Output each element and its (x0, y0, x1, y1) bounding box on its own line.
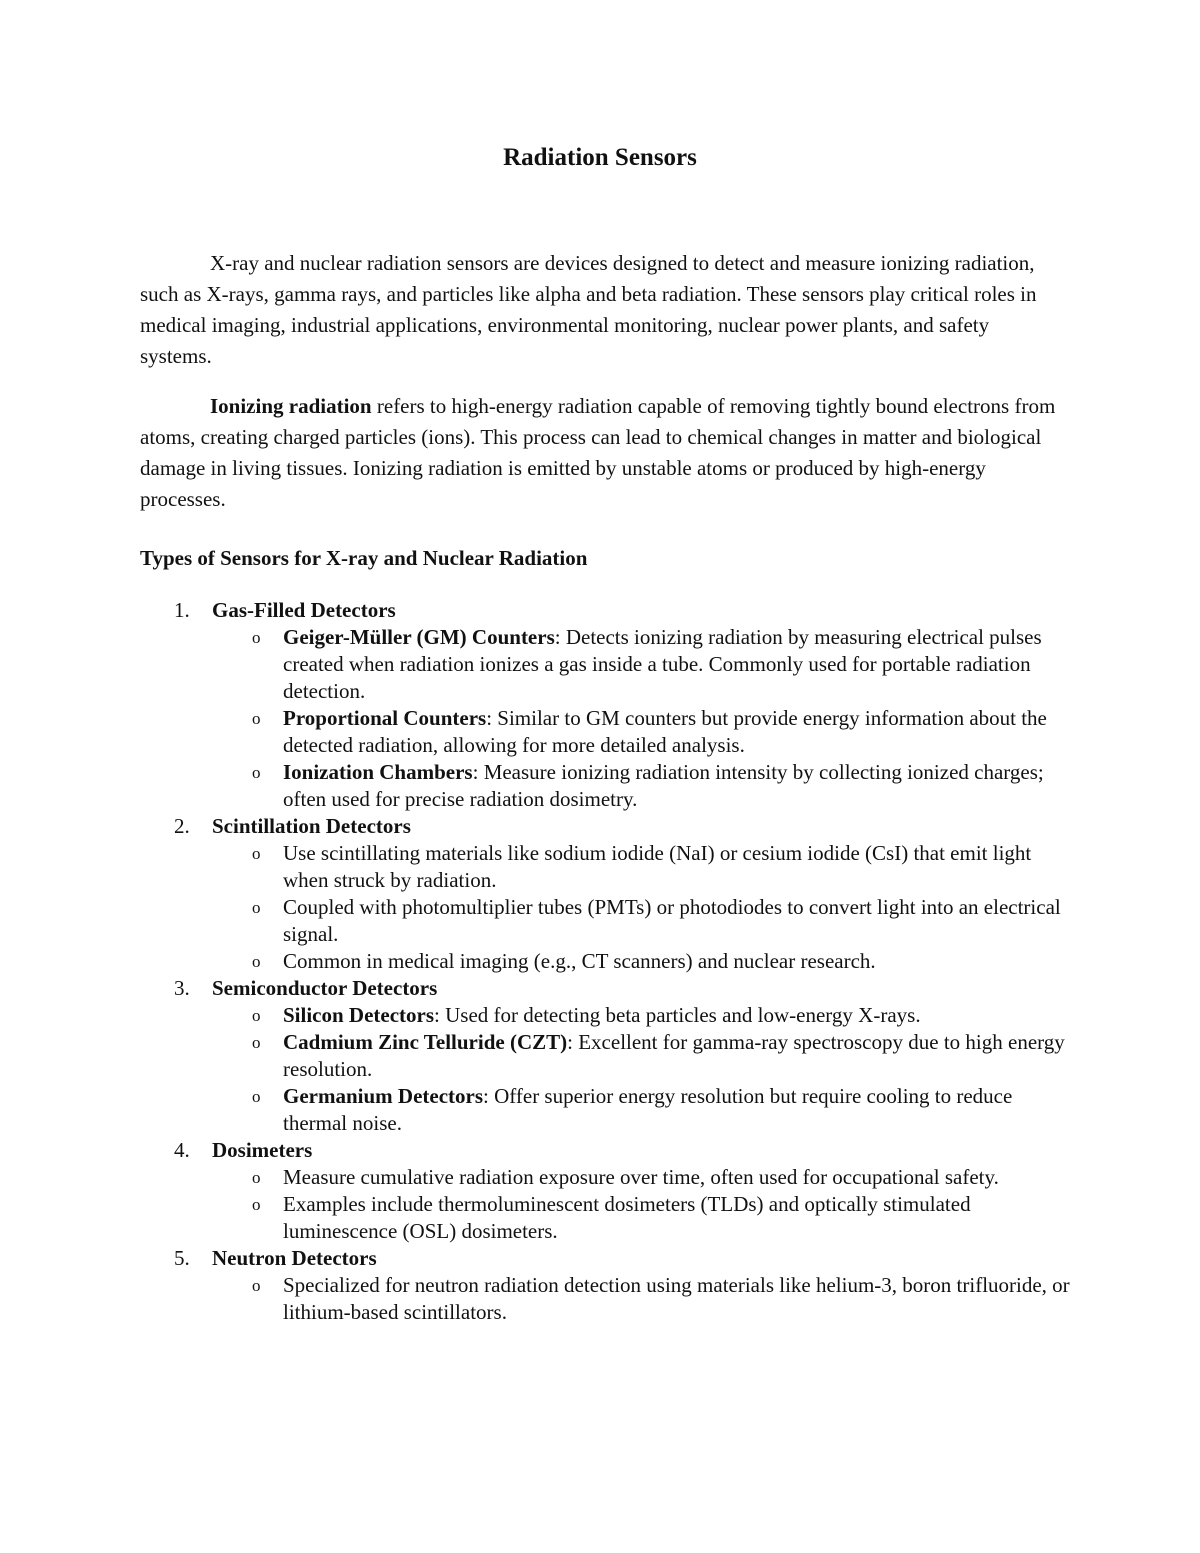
sub-item-term: Proportional Counters (283, 706, 487, 730)
sub-list-item (212, 624, 1070, 705)
list-item-title: Semiconductor Detectors (212, 976, 438, 1000)
list-item (140, 597, 1070, 813)
sub-item-term: Cadmium Zinc Telluride (CZT) (283, 1030, 568, 1054)
sub-item-term: Geiger-Müller (GM) Counters (283, 625, 555, 649)
sub-item-text: : Offer superior energy resolution but require cooling to reduce thermal noise. (283, 1084, 1013, 1135)
sub-list (212, 1272, 1070, 1326)
sub-list (212, 840, 1070, 975)
sub-list (212, 1002, 1070, 1137)
sub-list-item (212, 948, 1070, 975)
sub-list-item (212, 1191, 1070, 1245)
bullet-icon: o (252, 709, 261, 728)
list-item (140, 813, 1070, 975)
bullet-icon: o (252, 628, 261, 647)
bullet-icon: o (252, 1168, 261, 1187)
ionizing-paragraph (140, 391, 1060, 515)
sub-list-item (212, 1164, 1070, 1191)
intro-paragraph: X-ray and nuclear radiation sensors are devices designed to detect and measure ionizing radiation, such as X-rays, gamma rays, and particles like alpha and beta radiation. These sensors play critical roles in medical imaging, industrial applications, environmental monitoring, nuclear power plants, and safety systems. (140, 251, 1037, 368)
sub-list-item (212, 840, 1070, 894)
list-item (140, 1245, 1070, 1326)
bullet-icon: o (252, 898, 261, 917)
sub-item-term: Ionization Chambers (283, 760, 473, 784)
list-number: 5. (174, 1246, 190, 1270)
bullet-icon: o (252, 1006, 261, 1025)
sub-item-text: : Excellent for gamma-ray spectroscopy due to high energy resolution. (283, 1030, 1065, 1081)
sub-item-text: : Used for detecting beta particles and low-energy X-rays. (434, 1003, 921, 1027)
bullet-icon: o (252, 952, 261, 971)
ionizing-text: refers to high-energy radiation capable of removing tightly bound electrons from atoms, creating charged particles (ions). This process can lead to chemical changes in matter and biological damage in living tissues. Ionizing radiation is emitted by unstable atoms or produced by high-energy processes. (140, 394, 1056, 511)
sub-list-item (212, 1002, 1070, 1029)
sub-list (212, 1164, 1070, 1245)
sub-item-text: Measure cumulative radiation exposure over time, often used for occupational safety. (283, 1165, 999, 1189)
list-item-title: Dosimeters (212, 1138, 313, 1162)
sub-list (212, 624, 1070, 813)
list-number: 2. (174, 814, 190, 838)
sub-list-item (212, 1083, 1070, 1137)
sub-list-item (212, 894, 1070, 948)
section-heading: Types of Sensors for X-ray and Nuclear Radiation (140, 546, 588, 570)
list-item (140, 1137, 1070, 1245)
list-item (140, 975, 1070, 1137)
bullet-icon: o (252, 763, 261, 782)
sub-item-text: Specialized for neutron radiation detection using materials like helium-3, boron trifluoride, or lithium-based scintillators. (283, 1273, 1070, 1324)
list-number: 1. (174, 598, 190, 622)
list-number: 4. (174, 1138, 190, 1162)
sensor-types-list (140, 597, 1070, 1326)
bullet-icon: o (252, 844, 261, 863)
bullet-icon: o (252, 1087, 261, 1106)
sub-list-item (212, 1029, 1070, 1083)
bullet-icon: o (252, 1033, 261, 1052)
sub-item-text: Examples include thermoluminescent dosimeters (TLDs) and optically stimulated luminescence (OSL) dosimeters. (283, 1192, 971, 1243)
sub-item-text: : Similar to GM counters but provide energy information about the detected radiation, allowing for more detailed analysis. (283, 706, 1047, 757)
list-item-title: Gas-Filled Detectors (212, 598, 396, 622)
sub-list-item (212, 1272, 1070, 1326)
sub-item-text: : Detects ionizing radiation by measuring electrical pulses created when radiation ionizes a gas inside a tube. Commonly used for portable radiation detection. (283, 625, 1042, 703)
sub-item-text: Common in medical imaging (e.g., CT scanners) and nuclear research. (283, 949, 876, 973)
page-title: Radiation Sensors (503, 144, 697, 171)
sub-item-text: Coupled with photomultiplier tubes (PMTs) or photodiodes to convert light into an electrical signal. (283, 895, 1061, 946)
list-number: 3. (174, 976, 190, 1000)
sub-item-text: Use scintillating materials like sodium iodide (NaI) or cesium iodide (CsI) that emit light when struck by radiation. (283, 841, 1032, 892)
sub-list-item (212, 759, 1070, 813)
bullet-icon: o (252, 1195, 261, 1214)
sub-item-term: Silicon Detectors (283, 1003, 435, 1027)
list-item-title: Scintillation Detectors (212, 814, 411, 838)
list-item-title: Neutron Detectors (212, 1246, 377, 1270)
sub-item-text: : Measure ionizing radiation intensity by collecting ionized charges; often used for precise radiation dosimetry. (283, 760, 1044, 811)
ionizing-term: Ionizing radiation (210, 394, 372, 418)
bullet-icon: o (252, 1276, 261, 1295)
sub-item-term: Germanium Detectors (283, 1084, 484, 1108)
sub-list-item (212, 705, 1070, 759)
